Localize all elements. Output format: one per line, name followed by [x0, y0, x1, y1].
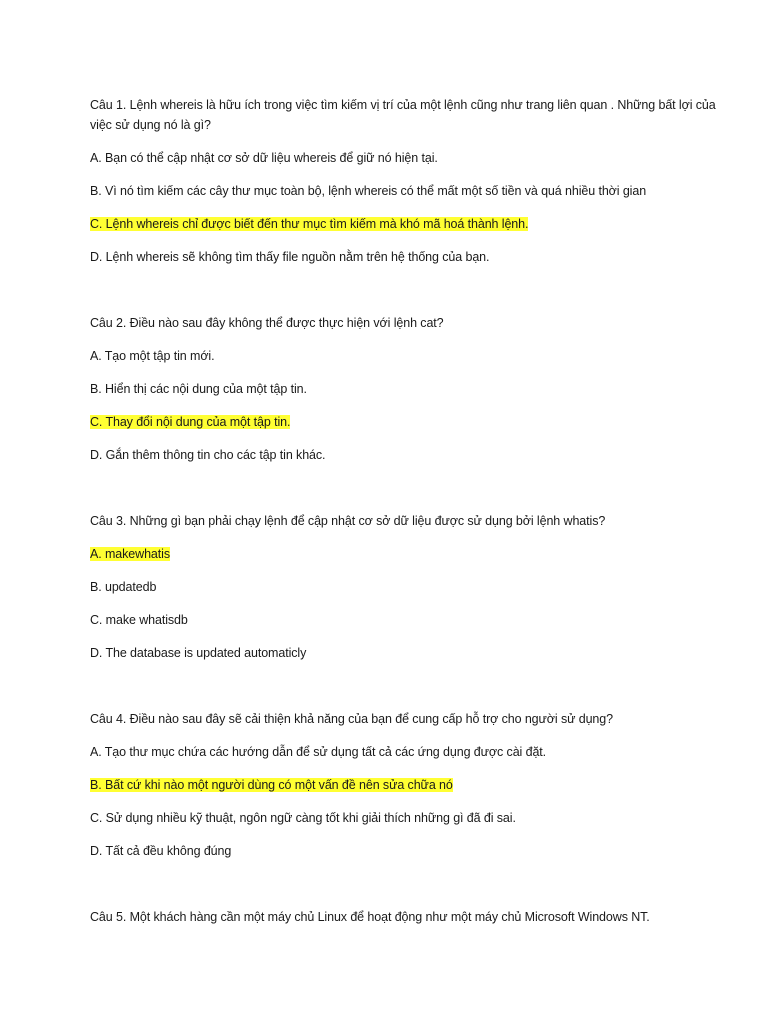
- spacer: [90, 478, 728, 511]
- option-d: D. Lệnh whereis sẽ không tìm thấy file nguồn nằm trên hệ thống của bạn.: [90, 250, 490, 264]
- option-b: B. updatedb: [90, 580, 157, 594]
- spacer: [90, 676, 728, 709]
- option-d: D. Gắn thêm thông tin cho các tập tin khác.: [90, 448, 326, 462]
- question-3: [90, 511, 728, 663]
- question-text: Câu 3. Những gì bạn phải chạy lệnh để cập nhật cơ sở dữ liệu được sử dụng bởi lệnh whatis?: [90, 514, 606, 528]
- option-d: D. Tất cả đều không đúng: [90, 844, 232, 858]
- question-4: [90, 709, 728, 861]
- option-b-highlighted: B. Bất cứ khi nào một người dùng có một vấn đề nên sửa chữa nó: [90, 778, 453, 792]
- option-a: A. Tạo thư mục chứa các hướng dẫn để sử dụng tất cả các ứng dụng được cài đặt.: [90, 745, 547, 759]
- option-b: B. Vì nó tìm kiếm các cây thư mục toàn bộ, lệnh whereis có thể mất một số tiền và quá nhiều thời gian: [90, 184, 647, 198]
- option-c-highlighted: C. Thay đổi nội dung của một tập tin.: [90, 415, 291, 429]
- option-c: C. make whatisdb: [90, 613, 188, 627]
- spacer: [90, 280, 728, 313]
- question-text: Câu 1. Lệnh whereis là hữu ích trong việc tìm kiếm vị trí của một lệnh cũng như trang liên quan . Những bất lợi của việc sử dụng nó là gì?: [90, 98, 716, 132]
- question-text: Câu 4. Điều nào sau đây sẽ cải thiện khả năng của bạn để cung cấp hỗ trợ cho người sử dụng?: [90, 712, 613, 726]
- question-5: [90, 907, 728, 927]
- question-2: [90, 313, 728, 465]
- spacer: [90, 874, 728, 907]
- option-c-highlighted: C. Lệnh whereis chỉ được biết đến thư mục tìm kiếm mà khó mã hoá thành lệnh.: [90, 217, 529, 231]
- option-a-highlighted: A. makewhatis: [90, 547, 170, 561]
- option-c: C. Sử dụng nhiều kỹ thuật, ngôn ngữ càng tốt khi giải thích những gì đã đi sai.: [90, 811, 516, 825]
- question-text: Câu 5. Một khách hàng cần một máy chủ Linux để hoạt động như một máy chủ Microsoft Windows NT.: [90, 910, 650, 924]
- option-d: D. The database is updated automaticly: [90, 646, 307, 660]
- option-b: B. Hiển thị các nội dung của một tập tin.: [90, 382, 307, 396]
- question-text: Câu 2. Điều nào sau đây không thể được thực hiện với lệnh cat?: [90, 316, 444, 330]
- option-a: A. Tạo một tập tin mới.: [90, 349, 215, 363]
- question-1: [90, 95, 728, 267]
- option-a: A. Bạn có thể cập nhật cơ sở dữ liệu whereis để giữ nó hiện tại.: [90, 151, 438, 165]
